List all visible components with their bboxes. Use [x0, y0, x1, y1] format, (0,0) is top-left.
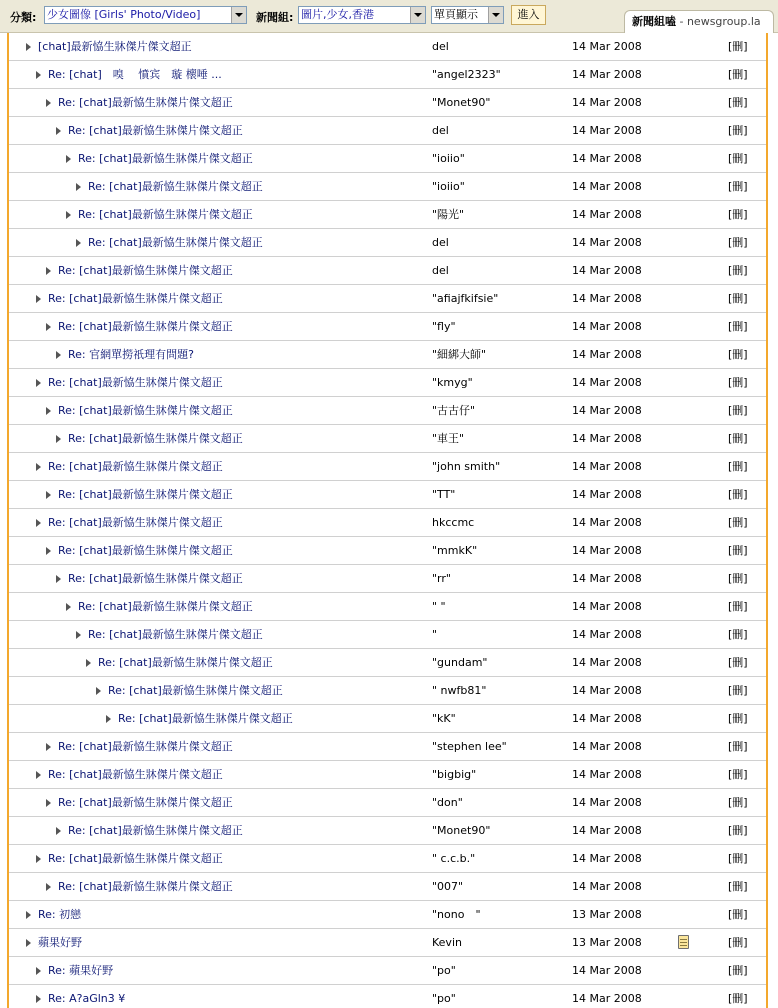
triangle-right-icon [46, 743, 51, 751]
delete-link[interactable]: [刪] [728, 600, 748, 613]
delete-link[interactable]: [刪] [728, 992, 748, 1005]
post-subject-link[interactable] [76, 173, 263, 201]
delete-link[interactable]: [刪] [728, 936, 748, 949]
post-date: 14 Mar 2008 [572, 712, 642, 725]
post-author: "ioiio" [432, 180, 465, 193]
triangle-right-icon [46, 799, 51, 807]
post-date: 14 Mar 2008 [572, 852, 642, 865]
delete-link[interactable]: [刪] [728, 572, 748, 585]
triangle-right-icon [36, 379, 41, 387]
post-date: 14 Mar 2008 [572, 264, 642, 277]
post-subject-link[interactable] [26, 33, 192, 61]
delete-link[interactable]: [刪] [728, 292, 748, 305]
post-subject-text: Re: [chat]最新恊生牀傑片傑文超正 [58, 740, 233, 753]
thread-row [9, 425, 766, 453]
post-author: " " [432, 600, 446, 613]
post-subject-text: Re: [chat]最新恊生牀傑片傑文超正 [108, 684, 283, 697]
post-date: 14 Mar 2008 [572, 432, 642, 445]
delete-link[interactable]: [刪] [728, 264, 748, 277]
thread-row [9, 845, 766, 873]
delete-link[interactable]: [刪] [728, 460, 748, 473]
triangle-right-icon [36, 71, 41, 79]
post-author: del [432, 124, 449, 137]
post-subject-text: Re: [chat]最新恊生牀傑片傑文超正 [48, 516, 223, 529]
post-date: 14 Mar 2008 [572, 376, 642, 389]
triangle-right-icon [46, 407, 51, 415]
post-subject-text: Re: [chat]最新恊生牀傑片傑文超正 [58, 796, 233, 809]
post-author: "don" [432, 796, 463, 809]
triangle-right-icon [46, 323, 51, 331]
post-date: 14 Mar 2008 [572, 488, 642, 501]
delete-link[interactable]: [刪] [728, 824, 748, 837]
delete-link[interactable]: [刪] [728, 348, 748, 361]
post-subject-link[interactable] [36, 285, 223, 313]
thread-row [9, 957, 766, 985]
post-subject-text: Re: [chat]最新恊生牀傑片傑文超正 [48, 460, 223, 473]
post-author: "po" [432, 992, 456, 1005]
newsgroup-select[interactable] [298, 6, 426, 24]
post-subject-text: Re: [chat]最新恊生牀傑片傑文超正 [68, 572, 243, 585]
post-subject-text: Re: [chat]最新恊生牀傑片傑文超正 [68, 124, 243, 137]
post-author: Kevin [432, 936, 462, 949]
triangle-right-icon [46, 99, 51, 107]
thread-row [9, 229, 766, 257]
post-subject-link[interactable] [66, 145, 253, 173]
triangle-right-icon [56, 575, 61, 583]
post-author: "angel2323" [432, 68, 501, 81]
thread-row [9, 929, 766, 957]
triangle-right-icon [26, 43, 31, 51]
post-subject-text: Re: [chat]最新恊生牀傑片傑文超正 [88, 180, 263, 193]
post-author: "Monet90" [432, 824, 491, 837]
post-subject-link[interactable] [46, 257, 233, 285]
post-date: 14 Mar 2008 [572, 600, 642, 613]
post-author: "kK" [432, 712, 456, 725]
delete-link[interactable]: [刪] [728, 320, 748, 333]
post-subject-link[interactable] [56, 341, 194, 369]
triangle-right-icon [36, 463, 41, 471]
post-subject-text: Re: [chat]最新恊生牀傑片傑文超正 [78, 208, 253, 221]
post-subject-text: Re: 蘋果好野 [48, 964, 114, 977]
post-subject-text: Re: [chat]最新恊生牀傑片傑文超正 [98, 656, 273, 669]
post-subject-link[interactable] [36, 761, 223, 789]
post-date: 14 Mar 2008 [572, 684, 642, 697]
triangle-right-icon [46, 267, 51, 275]
thread-row [9, 173, 766, 201]
thread-row [9, 649, 766, 677]
delete-link[interactable]: [刪] [728, 852, 748, 865]
category-select[interactable] [44, 6, 247, 24]
post-subject-text: Re: [chat]最新恊生牀傑片傑文超正 [68, 824, 243, 837]
triangle-right-icon [76, 183, 81, 191]
post-date: 14 Mar 2008 [572, 544, 642, 557]
thread-row [9, 705, 766, 733]
triangle-right-icon [46, 547, 51, 555]
thread-row [9, 789, 766, 817]
triangle-right-icon [36, 855, 41, 863]
triangle-right-icon [36, 995, 41, 1003]
post-date: 14 Mar 2008 [572, 180, 642, 193]
post-subject-text: Re: [chat]最新恊生牀傑片傑文超正 [58, 880, 233, 893]
post-author: "TT" [432, 488, 456, 501]
triangle-right-icon [36, 967, 41, 975]
post-subject-link[interactable] [46, 789, 233, 817]
post-author: hkccmc [432, 516, 475, 529]
post-subject-text: 蘋果好野 [38, 936, 82, 949]
triangle-right-icon [56, 127, 61, 135]
post-date: 14 Mar 2008 [572, 96, 642, 109]
triangle-right-icon [56, 435, 61, 443]
display-mode-value: 單頁顯示 [434, 8, 478, 21]
post-subject-link[interactable] [96, 677, 283, 705]
post-subject-text: Re: [chat]最新恊生牀傑片傑文超正 [78, 600, 253, 613]
post-subject-link[interactable] [46, 397, 233, 425]
thread-row [9, 201, 766, 229]
post-date: 14 Mar 2008 [572, 348, 642, 361]
post-date: 14 Mar 2008 [572, 824, 642, 837]
post-subject-text: Re: [chat]最新恊生牀傑片傑文超正 [58, 320, 233, 333]
post-author: "afiajfkifsie" [432, 292, 499, 305]
post-author: "po" [432, 964, 456, 977]
post-subject-text: Re: [chat]最新恊生牀傑片傑文超正 [58, 488, 233, 501]
triangle-right-icon [36, 771, 41, 779]
post-subject-link[interactable] [26, 901, 81, 929]
post-author: "nono " [432, 908, 481, 921]
category-label: 分類: [10, 11, 37, 24]
post-author: "Monet90" [432, 96, 491, 109]
site-tab[interactable] [624, 10, 774, 33]
post-subject-link[interactable] [66, 593, 253, 621]
post-subject-link[interactable] [36, 957, 113, 985]
thread-row [9, 537, 766, 565]
delete-link[interactable]: [刪] [728, 880, 748, 893]
triangle-right-icon [46, 491, 51, 499]
site-tab-domain: - newsgroup.la [676, 15, 761, 28]
delete-link[interactable]: [刪] [728, 376, 748, 389]
delete-link[interactable]: [刪] [728, 96, 748, 109]
thread-row [9, 985, 766, 1008]
post-author: "車王" [432, 432, 465, 445]
thread-row [9, 313, 766, 341]
post-subject-text: Re: [chat]最新恊生牀傑片傑文超正 [88, 628, 263, 641]
post-author: "stephen lee" [432, 740, 507, 753]
post-date: 14 Mar 2008 [572, 68, 642, 81]
post-date: 14 Mar 2008 [572, 628, 642, 641]
post-subject-text: Re: [chat] 嗅 憤宾 璇 櫰唾 ... [48, 68, 222, 81]
post-subject-link[interactable] [46, 537, 233, 565]
post-subject-text: Re: [chat]最新恊生牀傑片傑文超正 [78, 152, 253, 165]
post-subject-link[interactable] [46, 481, 233, 509]
post-subject-link[interactable] [106, 705, 293, 733]
chevron-down-icon[interactable] [410, 7, 425, 23]
delete-link[interactable]: [刪] [728, 656, 748, 669]
triangle-right-icon [86, 659, 91, 667]
post-author: del [432, 264, 449, 277]
post-date: 13 Mar 2008 [572, 936, 642, 949]
post-date: 14 Mar 2008 [572, 124, 642, 137]
post-date: 14 Mar 2008 [572, 964, 642, 977]
thread-row [9, 453, 766, 481]
newsgroup-label: 新聞組: [256, 11, 294, 24]
post-subject-link[interactable] [36, 985, 125, 1008]
thread-row [9, 89, 766, 117]
post-author: " [432, 628, 438, 641]
post-date: 14 Mar 2008 [572, 236, 642, 249]
delete-link[interactable]: [刪] [728, 488, 748, 501]
thread-row [9, 145, 766, 173]
post-subject-link[interactable] [46, 89, 233, 117]
thread-row [9, 677, 766, 705]
thread-row [9, 733, 766, 761]
triangle-right-icon [56, 351, 61, 359]
post-subject-link[interactable] [76, 229, 263, 257]
post-date: 14 Mar 2008 [572, 656, 642, 669]
enter-button[interactable]: 進入 [511, 5, 546, 25]
post-author: "bigbig" [432, 768, 477, 781]
post-author: "mmkK" [432, 544, 478, 557]
triangle-right-icon [96, 687, 101, 695]
delete-link[interactable]: [刪] [728, 628, 748, 641]
post-date: 14 Mar 2008 [572, 768, 642, 781]
note-icon[interactable] [678, 935, 689, 949]
delete-link[interactable]: [刪] [728, 404, 748, 417]
triangle-right-icon [46, 883, 51, 891]
post-date: 14 Mar 2008 [572, 880, 642, 893]
triangle-right-icon [76, 631, 81, 639]
post-subject-text: Re: [chat]最新恊生牀傑片傑文超正 [118, 712, 293, 725]
delete-link[interactable]: [刪] [728, 544, 748, 557]
post-author: "gundam" [432, 656, 488, 669]
delete-link[interactable]: [刪] [728, 152, 748, 165]
delete-link[interactable]: [刪] [728, 124, 748, 137]
thread-row [9, 257, 766, 285]
post-subject-link[interactable] [56, 117, 243, 145]
triangle-right-icon [26, 939, 31, 947]
triangle-right-icon [106, 715, 111, 723]
triangle-right-icon [56, 827, 61, 835]
delete-link[interactable]: [刪] [728, 236, 748, 249]
post-subject-text: Re: A?aGln3 ¥ [48, 992, 126, 1005]
thread-row [9, 761, 766, 789]
post-date: 14 Mar 2008 [572, 404, 642, 417]
post-date: 14 Mar 2008 [572, 208, 642, 221]
post-subject-text: Re: [chat]最新恊生牀傑片傑文超正 [48, 852, 223, 865]
post-subject-link[interactable] [46, 873, 233, 901]
delete-link[interactable]: [刪] [728, 180, 748, 193]
post-date: 14 Mar 2008 [572, 40, 642, 53]
thread-row [9, 285, 766, 313]
post-subject-link[interactable] [46, 313, 233, 341]
post-subject-link[interactable] [36, 61, 222, 89]
thread-row [9, 481, 766, 509]
post-author: " nwfb81" [432, 684, 487, 697]
thread-row [9, 901, 766, 929]
post-subject-link[interactable] [26, 929, 82, 957]
post-subject-text: Re: [chat]最新恊生牀傑片傑文超正 [58, 96, 233, 109]
post-date: 13 Mar 2008 [572, 908, 642, 921]
thread-list [7, 33, 768, 1008]
post-subject-link[interactable] [56, 425, 243, 453]
post-subject-link[interactable] [56, 565, 243, 593]
post-subject-text: Re: [chat]最新恊生牀傑片傑文超正 [58, 404, 233, 417]
delete-link[interactable]: [刪] [728, 768, 748, 781]
post-author: "細綁大師" [432, 348, 487, 361]
triangle-right-icon [66, 155, 71, 163]
toolbar [0, 0, 778, 33]
post-author: "kmyg" [432, 376, 473, 389]
post-subject-text: Re: [chat]最新恊生牀傑片傑文超正 [68, 432, 243, 445]
thread-row [9, 61, 766, 89]
post-subject-text: Re: 官網單撈祇理有問題? [68, 348, 194, 361]
post-date: 14 Mar 2008 [572, 460, 642, 473]
post-author: "007" [432, 880, 464, 893]
newsgroup-select-value: 圖片,少女,香港 [301, 8, 374, 21]
delete-link[interactable]: [刪] [728, 908, 748, 921]
post-author: "fly" [432, 320, 456, 333]
delete-link[interactable]: [刪] [728, 516, 748, 529]
post-subject-link[interactable] [36, 845, 223, 873]
category-select-value: 少女圖像 [Girls' Photo/Video] [47, 8, 201, 21]
post-subject-link[interactable] [76, 621, 263, 649]
delete-link[interactable]: [刪] [728, 208, 748, 221]
scrollbar[interactable] [768, 33, 778, 1008]
delete-link[interactable]: [刪] [728, 796, 748, 809]
thread-row [9, 873, 766, 901]
triangle-right-icon [26, 911, 31, 919]
post-date: 14 Mar 2008 [572, 992, 642, 1005]
thread-row [9, 817, 766, 845]
post-subject-text: Re: [chat]最新恊生牀傑片傑文超正 [48, 292, 223, 305]
post-subject-text: Re: [chat]最新恊生牀傑片傑文超正 [88, 236, 263, 249]
post-subject-link[interactable] [36, 453, 223, 481]
post-date: 14 Mar 2008 [572, 320, 642, 333]
post-subject-link[interactable] [56, 817, 243, 845]
thread-row [9, 593, 766, 621]
thread-row [9, 397, 766, 425]
thread-row [9, 509, 766, 537]
delete-link[interactable]: [刪] [728, 432, 748, 445]
post-subject-link[interactable] [36, 509, 223, 537]
thread-row [9, 33, 766, 61]
delete-link[interactable]: [刪] [728, 964, 748, 977]
post-subject-text: Re: [chat]最新恊生牀傑片傑文超正 [48, 768, 223, 781]
post-date: 14 Mar 2008 [572, 516, 642, 529]
post-author: "rr" [432, 572, 451, 585]
post-date: 14 Mar 2008 [572, 152, 642, 165]
post-date: 14 Mar 2008 [572, 292, 642, 305]
triangle-right-icon [66, 211, 71, 219]
post-author: del [432, 40, 449, 53]
thread-row [9, 341, 766, 369]
post-date: 14 Mar 2008 [572, 740, 642, 753]
site-tab-title: 新聞組嗑 [632, 15, 676, 28]
delete-link[interactable]: [刪] [728, 740, 748, 753]
delete-link[interactable]: [刪] [728, 68, 748, 81]
post-author: "ioiio" [432, 152, 465, 165]
post-subject-text: Re: [chat]最新恊生牀傑片傑文超正 [48, 376, 223, 389]
triangle-right-icon [66, 603, 71, 611]
post-subject-link[interactable] [66, 201, 253, 229]
thread-row [9, 369, 766, 397]
thread-row [9, 565, 766, 593]
post-subject-link[interactable] [86, 649, 273, 677]
post-subject-text: Re: [chat]最新恊生牀傑片傑文超正 [58, 544, 233, 557]
post-subject-link[interactable] [46, 733, 233, 761]
post-author: "古古仔" [432, 404, 476, 417]
display-mode-select[interactable] [431, 6, 504, 24]
delete-link[interactable]: [刪] [728, 712, 748, 725]
triangle-right-icon [36, 295, 41, 303]
delete-link[interactable]: [刪] [728, 40, 748, 53]
thread-row [9, 621, 766, 649]
post-subject-link[interactable] [36, 369, 223, 397]
triangle-right-icon [76, 239, 81, 247]
post-subject-text: Re: [chat]最新恊生牀傑片傑文超正 [58, 264, 233, 277]
post-date: 14 Mar 2008 [572, 572, 642, 585]
post-author: del [432, 236, 449, 249]
chevron-down-icon[interactable] [488, 7, 503, 23]
post-author: " c.c.b." [432, 852, 476, 865]
thread-row [9, 117, 766, 145]
delete-link[interactable]: [刪] [728, 684, 748, 697]
post-date: 14 Mar 2008 [572, 796, 642, 809]
chevron-down-icon[interactable] [231, 7, 246, 23]
triangle-right-icon [36, 519, 41, 527]
post-author: "陽光" [432, 208, 465, 221]
post-subject-text: Re: 初戀 [38, 908, 82, 921]
post-author: "john smith" [432, 460, 501, 473]
post-subject-text: [chat]最新恊生牀傑片傑文超正 [38, 40, 192, 53]
